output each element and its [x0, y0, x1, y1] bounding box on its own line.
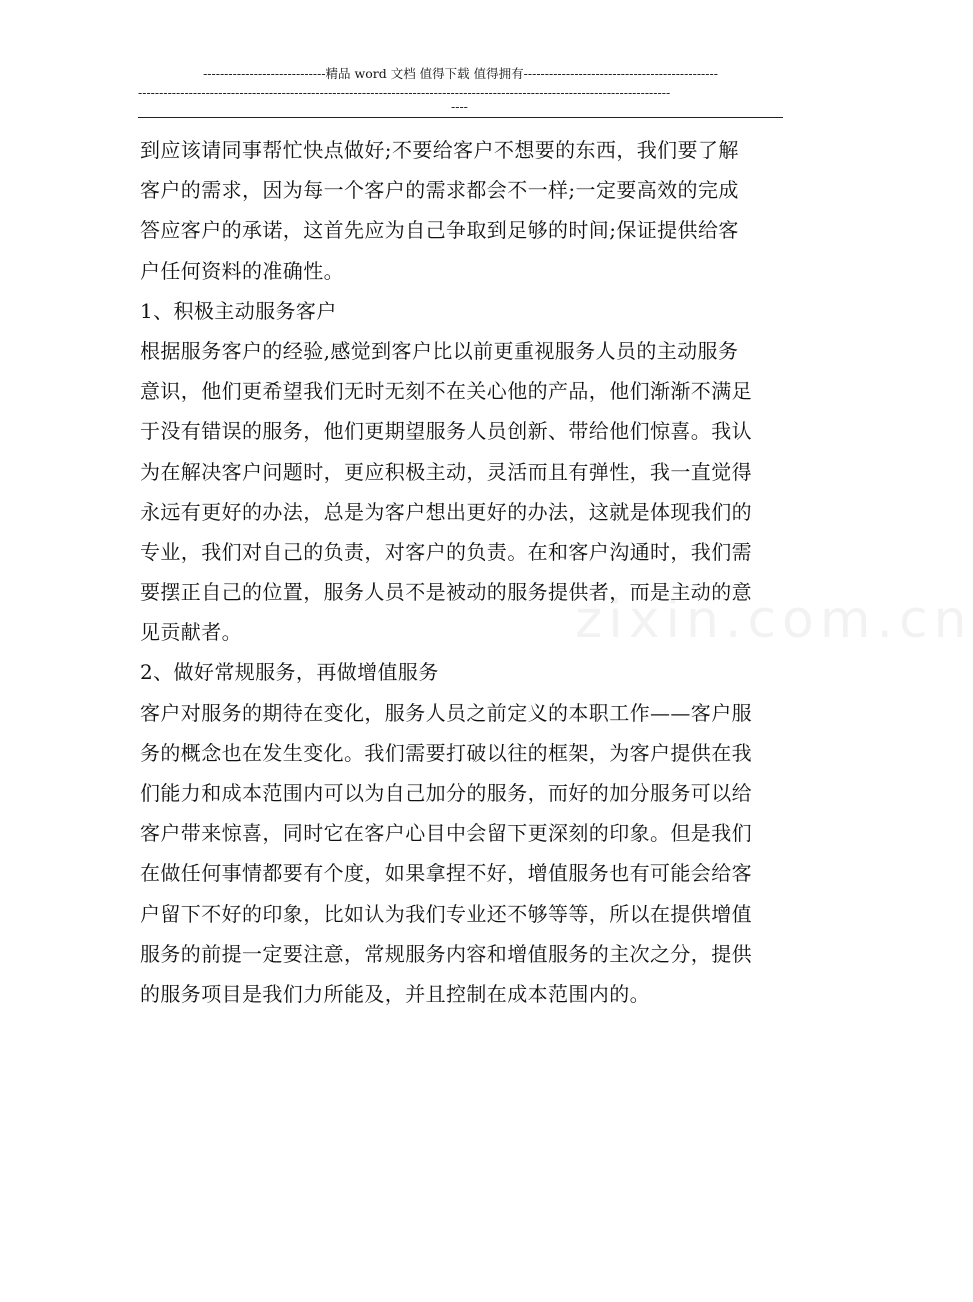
- document-body: [140, 130, 785, 1014]
- body-line: 根据服务客户的经验,感觉到客户比以前更重视服务人员的主动服务: [140, 338, 739, 363]
- section-heading-2: 2、做好常规服务，再做增值服务: [140, 660, 439, 685]
- body-line: 到应该请同事帮忙快点做好;不要给客户不想要的东西，我们要了解: [140, 138, 739, 162]
- watermark: zixin.com.cn: [575, 590, 973, 650]
- body-line: 专业，我们对自己的负责，对客户的负责。在和客户沟通时，我们需: [140, 539, 752, 564]
- body-line: 永远有更好的办法，总是为客户想出更好的办法，这就是体现我们的: [140, 499, 752, 524]
- page-header-dashes-tail: ----: [451, 99, 468, 114]
- body-line: 意识，他们更希望我们无时无刻不在关心他的产品，他们渐渐不满足: [140, 379, 752, 404]
- body-line: 户任何资料的准确性。: [140, 258, 344, 283]
- body-line: 们能力和成本范围内可以为自己加分的服务，而好的加分服务可以给: [140, 781, 752, 805]
- page-header-dashes: ------------------------------------------------------------------------------------------------------------------------------: [138, 85, 671, 100]
- body-line: 客户带来惊喜，同时它在客户心目中会留下更深刻的印象。但是我们: [140, 821, 752, 846]
- body-line: 务的概念也在发生变化。我们需要打破以往的框架，为客户提供在我: [140, 740, 752, 765]
- body-line: 户留下不好的印象，比如认为我们专业还不够等等，所以在提供增值: [140, 901, 752, 926]
- body-line: 答应客户的承诺，这首先应为自己争取到足够的时间;保证提供给客: [140, 218, 739, 243]
- body-line: 为在解决客户问题时，更应积极主动，灵活而且有弹性，我一直觉得: [140, 459, 752, 484]
- body-line: 服务的前提一定要注意，常规服务内容和增值服务的主次之分，提供: [140, 941, 752, 966]
- body-line: 要摆正自己的位置，服务人员不是被动的服务提供者，而是主动的意: [140, 580, 752, 605]
- body-line: 客户对服务的期待在变化，服务人员之前定义的本职工作——客户服: [140, 700, 752, 725]
- section-heading-1: 1、积极主动服务客户: [140, 298, 337, 323]
- body-line: 于没有错误的服务，他们更期望服务人员创新、带给他们惊喜。我认: [140, 419, 752, 444]
- body-line: 客户的需求，因为每一个客户的需求都会不一样;一定要高效的完成: [140, 178, 739, 203]
- header-rule: [138, 117, 783, 118]
- body-line: 的服务项目是我们力所能及，并且控制在成本范围内的。: [140, 981, 650, 1006]
- page-header-banner: -----------------------------精品 word 文档 值得下载 值得拥有----------------------------------------------: [203, 66, 718, 81]
- body-line: 在做任何事情都要有个度，如果拿捏不好，增值服务也有可能会给客: [140, 861, 752, 886]
- body-line: 见贡献者。: [140, 620, 242, 645]
